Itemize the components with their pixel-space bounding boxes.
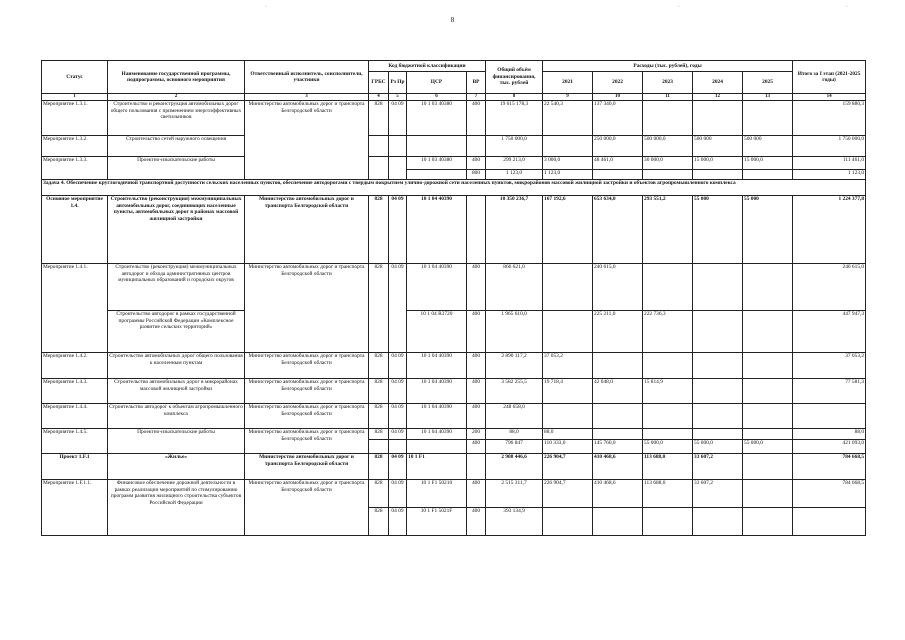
row-y2024 <box>693 170 743 180</box>
row-grbs: 828 <box>369 379 389 404</box>
row-name: Проектно-изыскательские работы <box>108 429 245 454</box>
row-y2022 <box>593 508 643 536</box>
page-number: 8 <box>450 16 455 24</box>
row-rzpr: 04 09 <box>389 508 407 536</box>
row-y2023: 113 688,0 <box>643 454 693 480</box>
row-y2025 <box>743 454 793 480</box>
row-total-stage: 1 224 377,8 <box>793 196 866 264</box>
row-executor: Министерство автомобильных дорог и транспорта Белгородской области <box>245 101 369 180</box>
row-name: Строительство (реконструкция) межмуниципальных автомобильных дорог, соединяющих населенные пункты, автомобильных дорог в районах массовой жилищной застройки <box>108 196 245 264</box>
header-vr: ВР <box>467 72 486 94</box>
row-name: Строительство и реконструкция автомобильных дорог общего пользования с применением энергоэффективных светильников <box>108 101 245 136</box>
row-rzpr: 04 09 <box>389 404 407 429</box>
row-rzpr: 04 09 <box>389 264 407 353</box>
row-y2021 <box>543 404 593 429</box>
row-total: 2 890 117,2 <box>486 353 543 379</box>
row-csr: 10 1 04 R3720 <box>407 311 467 353</box>
row-y2025: 55 000,0 <box>743 440 793 454</box>
row-y2025 <box>743 379 793 404</box>
row-y2024: 33 607,2 <box>693 454 743 480</box>
row-name: Строительство автодорог к объектам агропромышленного комплекса <box>108 404 245 429</box>
row-csr: 10 1 04 40390 <box>407 404 467 429</box>
row-grbs: 828 <box>369 404 389 429</box>
row-name: Финансовое обеспечение дорожной деятельности в рамках реализации мероприятий по стимулированию программ развития жилищного строительства субъектов Российской Федерации <box>108 480 245 536</box>
row-name: Строительство автомобильных дорог в микрорайонах массовой жилищной застройки <box>108 379 245 404</box>
row-vr: 400 <box>467 404 486 429</box>
row-status: Проект 1.F.1 <box>42 454 108 480</box>
row-total-stage: 1 123,0 <box>793 170 866 180</box>
col-number: 9 <box>543 94 593 101</box>
row-status: Мероприятие 1.3.3. <box>42 157 108 180</box>
row-name: Строительство автодорог в рамках государственной программы Российской Федерации «Комплексное развитие сельских территорий» <box>108 311 245 353</box>
row-y2024 <box>693 404 743 429</box>
row-y2025 <box>743 101 793 136</box>
row-y2022 <box>593 353 643 379</box>
row-y2021: 19 718,4 <box>543 379 593 404</box>
row-grbs: 828 <box>369 454 389 480</box>
row-y2025 <box>743 480 793 508</box>
row-rzpr: 04 09 <box>389 353 407 379</box>
row-y2023: 30 000,0 <box>643 157 693 170</box>
header-status: Статус <box>42 61 108 94</box>
row-total: 1 965 610,0 <box>486 311 543 353</box>
row-total: 1 123,0 <box>486 170 543 180</box>
row-vr <box>467 136 486 157</box>
row-csr <box>407 440 467 454</box>
row-rzpr: 04 09 <box>389 196 407 264</box>
row-y2023 <box>643 264 693 311</box>
row-total-stage: 1 750 000,0 <box>793 136 866 157</box>
row-grbs <box>369 157 389 180</box>
row-name: Строительство сетей наружного освещения <box>108 136 245 157</box>
row-grbs: 828 <box>369 101 389 136</box>
header-csr: ЦСР <box>407 72 467 94</box>
row-total: 10 350 236,7 <box>486 196 543 264</box>
row-y2021 <box>543 311 593 353</box>
row-total-stage: 77 581,3 <box>793 379 866 404</box>
header-rzpr: Рз Пр <box>389 72 407 94</box>
row-grbs <box>369 440 389 454</box>
row-y2025 <box>743 311 793 353</box>
row-y2021 <box>543 136 593 157</box>
row-total-stage: 240 615,0 <box>793 264 866 311</box>
row-y2021: 167 192,6 <box>543 196 593 264</box>
row-y2022: 225 211,0 <box>593 311 643 353</box>
row-y2021: 88,0 <box>543 429 593 440</box>
row-y2023 <box>643 353 693 379</box>
row-vr: 400 <box>467 101 486 136</box>
row-y2024: 15 000,0 <box>693 157 743 170</box>
row-status: Мероприятие 1.4.4. <box>42 404 108 429</box>
header-grbs: ГРБС <box>369 72 389 94</box>
row-total: 248 658,0 <box>486 404 543 429</box>
header-total-financing: Общий объём финансирования, тыс. рублей <box>486 61 543 94</box>
header-total-stage: Итого за I этап (2021-2025 годы) <box>793 61 866 94</box>
row-status: Мероприятие 1.4.5. <box>42 429 108 454</box>
row-y2022: 653 634,0 <box>593 196 643 264</box>
row-name: Строительство автомобильных дорог общего пользования к населенным пунктам <box>108 353 245 379</box>
row-executor: Министерство автомобильных дорог и транспорта Белгородской области <box>245 379 369 404</box>
row-total: 299 213,0 <box>486 157 543 170</box>
row-csr <box>407 170 467 180</box>
row-csr: 10 1 04 40390 <box>407 264 467 311</box>
row-y2023: 500 000,0 <box>643 136 693 157</box>
col-number: 13 <box>743 94 793 101</box>
row-vr: 400 <box>467 353 486 379</box>
row-y2024 <box>693 429 743 440</box>
row-rzpr <box>389 440 407 454</box>
col-number: 7 <box>467 94 486 101</box>
row-y2023: 55 000,0 <box>643 440 693 454</box>
budget-table <box>41 60 866 536</box>
row-csr: 10 1 04 40390 <box>407 379 467 404</box>
col-number: 8 <box>486 94 543 101</box>
row-y2021: 226 904,7 <box>543 480 593 508</box>
row-status: Мероприятие 1.3.1. <box>42 101 108 136</box>
row-y2025: 55 000 <box>743 196 793 264</box>
row-total-stage: 88,0 <box>793 429 866 440</box>
row-y2025 <box>743 170 793 180</box>
row-csr: 10 1 F1 50210 <box>407 480 467 508</box>
row-total-stage: 421 093,0 <box>793 440 866 454</box>
row-vr: 400 <box>467 480 486 508</box>
row-vr: 400 <box>467 440 486 454</box>
col-number: 11 <box>643 94 693 101</box>
row-rzpr <box>389 136 407 157</box>
row-status: Мероприятие 1.4.2. <box>42 353 108 379</box>
row-csr: 10 1 03 40380 <box>407 101 467 136</box>
row-vr: 400 <box>467 508 486 536</box>
row-y2022: 410 468,6 <box>593 480 643 508</box>
row-csr: 10 1 F1 <box>407 454 467 480</box>
row-rzpr: 04 09 <box>389 454 407 480</box>
col-number: 1 <box>42 94 108 101</box>
row-y2024: 33 607,2 <box>693 480 743 508</box>
row-total-stage: 37 053,2 <box>793 353 866 379</box>
row-executor: Министерство автомобильных дорог и транспорта Белгородской области <box>245 480 369 536</box>
row-vr: 400 <box>467 379 486 404</box>
row-y2023: 293 551,2 <box>643 196 693 264</box>
row-y2021 <box>543 508 593 536</box>
row-y2023 <box>643 429 693 440</box>
row-y2022: 145 760,0 <box>593 440 643 454</box>
row-y2024 <box>693 101 743 136</box>
row-csr: 10 1 03 40380 <box>407 157 467 170</box>
row-rzpr: 04 09 <box>389 480 407 508</box>
row-y2022: 240 615,0 <box>593 264 643 311</box>
row-grbs: 828 <box>369 353 389 379</box>
row-rzpr: 04 09 <box>389 379 407 404</box>
header-y2025: 2025 <box>743 72 793 94</box>
row-total-stage <box>793 404 866 429</box>
row-y2022: 42 048,0 <box>593 379 643 404</box>
row-y2022 <box>593 170 643 180</box>
row-total: 1 750 000,0 <box>486 136 543 157</box>
col-number: 4 <box>369 94 389 101</box>
row-csr: 10 1 04 40390 <box>407 353 467 379</box>
row-grbs: 828 <box>369 429 389 440</box>
row-executor: Министерство автомобильных дорог и транспорта Белгородской области <box>245 264 369 353</box>
row-executor: Министерство автомобильных дорог и транспорта Белгородской области <box>245 429 369 454</box>
row-csr: 10 1 F1 5021F <box>407 508 467 536</box>
row-total-stage <box>793 508 866 536</box>
row-y2024 <box>693 508 743 536</box>
row-rzpr <box>389 157 407 180</box>
col-number: 14 <box>793 94 866 101</box>
row-y2022: 250 000,0 <box>593 136 643 157</box>
row-vr <box>467 196 486 264</box>
row-vr: 400 <box>467 264 486 311</box>
row-grbs: 828 <box>369 508 389 536</box>
row-y2022: 137 340,0 <box>593 101 643 136</box>
row-y2024 <box>693 353 743 379</box>
row-y2023 <box>643 101 693 136</box>
scan-speck: · <box>265 4 267 10</box>
row-executor: Министерство автомобильных дорог и транспорта Белгородской области <box>245 404 369 429</box>
row-y2022: 48 461,0 <box>593 157 643 170</box>
row-vr: 400 <box>467 157 486 170</box>
row-total: 19 615 178,3 <box>486 101 543 136</box>
row-y2021: 3 000,0 <box>543 157 593 170</box>
row-vr: 400 <box>467 311 486 353</box>
col-number: 10 <box>593 94 643 101</box>
row-y2024 <box>693 379 743 404</box>
row-y2024: 55 000,0 <box>693 440 743 454</box>
row-y2025 <box>743 353 793 379</box>
row-y2025 <box>743 508 793 536</box>
row-y2024 <box>693 311 743 353</box>
row-grbs <box>369 136 389 157</box>
row-y2023 <box>643 170 693 180</box>
row-y2021: 226 904,7 <box>543 454 593 480</box>
col-number: 2 <box>108 94 245 101</box>
row-status: Основное мероприятие 1.4. <box>42 196 108 264</box>
row-y2023 <box>643 508 693 536</box>
row-grbs: 828 <box>369 264 389 353</box>
row-executor: Министерство автомобильных дорог и транспорта Белгородской области <box>245 353 369 379</box>
row-status: Мероприятие 1.3.2. <box>42 136 108 157</box>
row-vr: 200 <box>467 429 486 440</box>
row-rzpr: 04 09 <box>389 429 407 440</box>
row-y2024: 500 000 <box>693 136 743 157</box>
row-name: Проектно-изыскательские работы <box>108 157 245 180</box>
row-y2022 <box>593 404 643 429</box>
row-grbs: 828 <box>369 480 389 508</box>
row-total: 2 908 446,6 <box>486 454 543 480</box>
row-y2025 <box>743 429 793 440</box>
row-csr: 10 1 04 40390 <box>407 429 467 440</box>
row-name: «Жилье» <box>108 454 245 480</box>
row-executor: Министерство автомобильных дорог и транспорта Белгородской области <box>245 196 369 264</box>
row-grbs: 828 <box>369 196 389 264</box>
row-executor: Министерство автомобильных дорог и транспорта Белгородской области <box>245 454 369 480</box>
row-total: 796 847 <box>486 440 543 454</box>
row-total: 393 134,9 <box>486 508 543 536</box>
row-csr <box>407 136 467 157</box>
row-y2023: 222 736,3 <box>643 311 693 353</box>
row-y2023: 15 814,9 <box>643 379 693 404</box>
row-total-stage: 784 668,5 <box>793 454 866 480</box>
row-total: 2 515 311,7 <box>486 480 543 508</box>
row-total-stage: 159 880,3 <box>793 101 866 136</box>
row-y2025: 500 000 <box>743 136 793 157</box>
row-y2021: 37 053,2 <box>543 353 593 379</box>
row-y2025: 15 000,0 <box>743 157 793 170</box>
col-number: 5 <box>389 94 407 101</box>
header-y2023: 2023 <box>643 72 693 94</box>
row-y2021 <box>543 264 593 311</box>
header-expenses: Расходы (тыс. рублей), годы <box>543 61 793 72</box>
row-name: Строительство (реконструкция) межмуниципальных автодорог и обхода административных центров муниципальных образований и городских округов <box>108 264 245 311</box>
row-status: Мероприятие 1.4.3. <box>42 379 108 404</box>
row-total: 3 582 255,5 <box>486 379 543 404</box>
task-row: Задача 4. Обеспечение круглогодичной транспортной доступности сельских населенных пунктов, обеспечение автодорогами с твердым покрытием улично-дорожной сети населенных пунктов, микрорайонов массовой жилищной застройки и объектов агропромышленного комплекса <box>42 180 866 196</box>
header-y2021: 2021 <box>543 72 593 94</box>
row-total-stage: 447 947,3 <box>793 311 866 353</box>
header-name: Наименование государственной программы, подпрограммы, основного мероприятия <box>108 61 245 94</box>
header-executor: Ответственный исполнитель, соисполнители, участники <box>245 61 369 94</box>
row-status: Мероприятие 1.4.1. <box>42 264 108 353</box>
row-total-stage: 784 668,5 <box>793 480 866 508</box>
row-y2021: 1 123,0 <box>543 170 593 180</box>
col-number: 3 <box>245 94 369 101</box>
header-y2022: 2022 <box>593 72 643 94</box>
row-y2025 <box>743 404 793 429</box>
row-y2023 <box>643 404 693 429</box>
row-vr <box>467 454 486 480</box>
col-number: 12 <box>693 94 743 101</box>
row-total: 88,0 <box>486 429 543 440</box>
row-y2022 <box>593 429 643 440</box>
row-y2021: 22 540,3 <box>543 101 593 136</box>
row-status: Мероприятие 1.F.1.1. <box>42 480 108 536</box>
row-y2024: 55 000 <box>693 196 743 264</box>
scan-speck: · <box>846 4 848 10</box>
row-y2022: 410 468,6 <box>593 454 643 480</box>
row-y2024 <box>693 264 743 311</box>
row-y2023: 113 688,0 <box>643 480 693 508</box>
row-vr: 800 <box>467 170 486 180</box>
row-y2021: 110 333,0 <box>543 440 593 454</box>
header-y2024: 2024 <box>693 72 743 94</box>
header-budget-code: Код бюджетной классификации <box>369 61 486 72</box>
row-csr: 10 1 04 40390 <box>407 196 467 264</box>
row-y2025 <box>743 264 793 311</box>
row-rzpr: 04 09 <box>389 101 407 136</box>
col-number: 6 <box>407 94 467 101</box>
row-total: 866 621,0 <box>486 264 543 311</box>
scan-speck: · <box>678 4 680 10</box>
row-total-stage: 111 461,0 <box>793 157 866 170</box>
